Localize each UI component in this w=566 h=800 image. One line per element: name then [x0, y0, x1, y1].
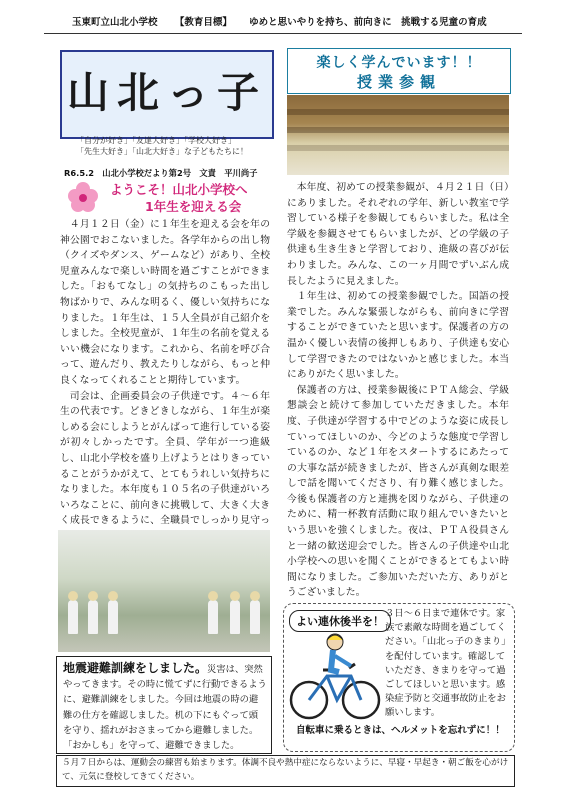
masthead-subtitle-line-2: 「先生大好き」「山北大好き」な子どもたちに！ — [76, 147, 248, 156]
open-class-paragraph-2: １年生は、初めての授業参観でした。国語の授業でした。みんな緊張しながらも、前向きに学習することができていたと思います。保護者の方の温かく優しい表情の後押しもあり、子供達も安心して学習できたのではないかと感じました。本当にありがたく思いました。 — [287, 291, 509, 381]
evacuation-drill-photo — [58, 530, 270, 652]
school-name: 玉東町立山北小学校 — [72, 17, 158, 28]
helmet-reminder: 自転車に乗るときは、ヘルメットを忘れずに！！ — [296, 725, 505, 736]
masthead-subtitle-line-1: 「自分が好き」「友達大好き」「学校大好き」 — [76, 136, 236, 145]
issue-line: R6.5.2 山北小学校だより第2号 文責 平川尚子 — [64, 168, 258, 178]
holiday-badge: よい連休後半を！ — [289, 610, 391, 632]
holiday-text: ３日～６日まで連休です。家族で素敵な時間を過ごしてください。「山北っ子のきまり」を配付しています。確認していただき、きまりを守って過ごしてほしいと思います。感染症予防と交通事故防止をお願いします。 — [385, 608, 506, 719]
classroom-photo — [287, 95, 509, 175]
open-class-heading — [287, 48, 511, 94]
open-class-article — [287, 180, 509, 601]
open-class-heading-line-2: 授業参観 — [356, 73, 441, 91]
welcome-heading-line-2: 1年生を迎える会 — [145, 199, 242, 214]
quake-drill-box — [56, 656, 272, 754]
welcome-paragraph-2: 司会は、企画委員会の子供達です。４～６年生の代表です。どきどきしながら、１年生が楽しめる会にしようとがんばって進行している姿が初々しかったです。全員、学年が一つ進級し、山北小学校を盛り上げようとはりきっていることがうかがえて、とてもうれしい気持ちになりました。本年度も１０５名の子供達がいろいろなことに、前向きに挑戦して、大きく大きく成長できるように、全職員でしっかり見守っ — [60, 390, 270, 527]
quake-drill-text: 災害は、突然やってきます。その時に慌てずに行動できるように、避難訓練をしました。今回は地震の時の避難の仕方を確認しました。机の下にもぐって頭を守り、揺れがおさまってから避難しました。「おかしも」を守って、避難できました。 — [63, 664, 267, 752]
bottom-note: ５月７日からは、運動会の練習も始まります。体調不良や熱中症にならないように、早寝・早起き・朝ご飯を心がけて、元気に登校してきてください。 — [62, 758, 509, 782]
masthead-subtitle — [76, 135, 276, 157]
flower-icon — [66, 180, 100, 214]
open-class-paragraph-3: 保護者の方は、授業参観後にＰＴＡ総会、学級懇談会と続けて参加していただきました。本年度、子供達が学習する中でどのような姿に成長していってほしいのか、今どのような態度で学習しているのか、など１年をスタートするにあたっての大事な話が続きましたが、皆さんが真剣な眼差しで話を聞いてくださり、有り難く感じました。今後も保護者の方と連携を図りながら、子供達のために、精一杯教育活動に取り組んでいきたいという思いを強くしました。夜は、ＰＴＡ役員さんと一緒の歓送迎会でした。皆さんの子供達や山北小学校への思いを聞くことができるとてもよい時間になりました。ご参加いただいた方、ありがとうございました。 — [287, 384, 509, 599]
masthead-title: 山北っ子 — [66, 68, 267, 117]
goal-label: 【教育目標】 — [174, 17, 232, 28]
goal-text: ゆめと思いやりを持ち、前向きに 挑戦する児童の育成 — [249, 17, 487, 28]
masthead-box — [60, 50, 274, 139]
welcome-heading-line-1: ようこそ！山北小学校へ — [110, 182, 248, 197]
welcome-article — [60, 217, 270, 544]
bicycle-icon — [287, 628, 383, 728]
welcome-paragraph-1: ４月１２日（金）に１年生を迎える会を年の神公園でおこないました。各学年からの出し物（クイズやダンス、ゲームなど）があり、全校児童みんなで楽しい時間を過ごすことができました。「おもてなし」の気持ちのこもった出し物ばかりで、みんな明るく、優しい気持ちになりました。１年生は、１５人全員が自己紹介をしました。全校児童が、１年生の名前を覚えるいい機会になります。これから、名前を呼び合って、遊んだり、教えたりしながら、もっと仲良くなってくれることと期待しています。 — [60, 219, 270, 386]
open-class-paragraph-1: 本年度、初めての授業参観が、４月２１日（日）にありました。それぞれの学年、新しい教室で学習している様子を参観してもらいました。私は全学級を参観させてもらいましたが、どの学級の子供達も生き生きと学習しており、進級の喜びが伝わりました。みんな、この一ヶ月間でずいぶん成長したように見えました。 — [287, 182, 509, 287]
open-class-heading-line-1: 楽しく学んでいます！！ — [316, 55, 482, 71]
header-line — [72, 14, 501, 28]
header-divider — [44, 33, 522, 34]
quake-drill-heading: 地震避難訓練をしました。 — [63, 661, 208, 675]
quake-drill-content — [63, 661, 267, 753]
